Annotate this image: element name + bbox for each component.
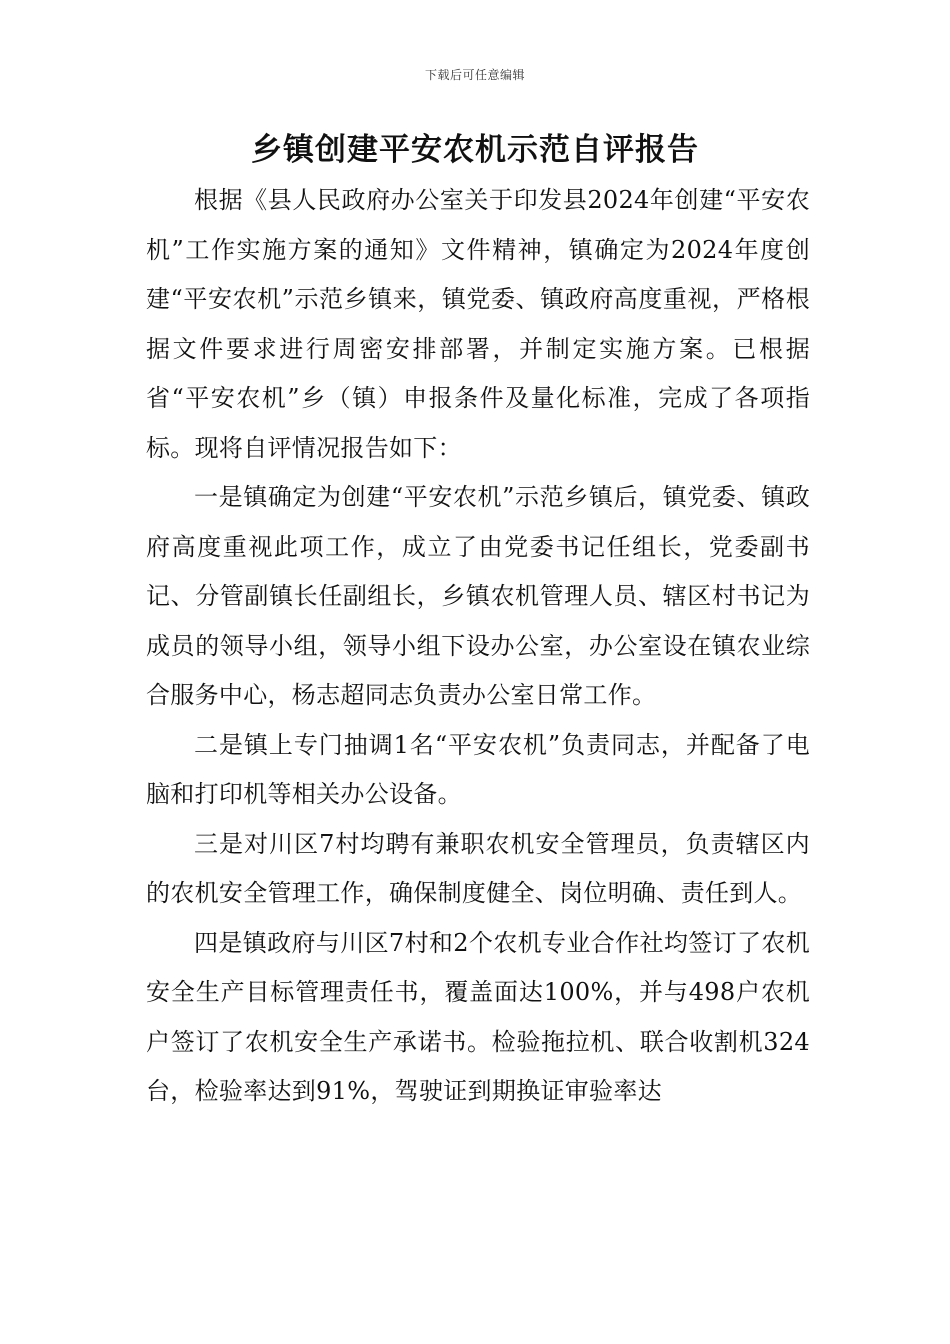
paragraph-item-1: 一是镇确定为创建“平安农机”示范乡镇后，镇党委、镇政府高度重视此项工作，成立了由党委书记任组长，党委副书记、分管副镇长任副组长，乡镇农机管理人员、辖区村书记为成员的领导小组，领导小组下设办公室，办公室设在镇农业综合服务中心，杨志超同志负责办公室日常工作。 [146, 483, 810, 709]
document-title: 乡镇创建平安农机示范自评报告 [251, 132, 699, 168]
paragraph-item-4: 四是镇政府与川区7村和2个农机专业合作社均签订了农机安全生产目标管理责任书，覆盖面达100%，并与498户农机户签订了农机安全生产承诺书。检验拖拉机、联合收割机324台，检验率达到91%，驾驶证到期换证审验率达 [146, 928, 810, 1105]
paragraph-item-2: 二是镇上专门抽调1名“平安农机”负责同志，并配备了电脑和打印机等相关办公设备。 [146, 730, 810, 808]
header-note: 下载后可任意编辑 [424, 68, 525, 82]
paragraph-intro: 根据《县人民政府办公室关于印发县2024年创建“平安农机”工作实施方案的通知》文件精神，镇确定为2024年度创建“平安农机”示范乡镇来，镇党委、镇政府高度重视，严格根据文件要求进行周密安排部署，并制定实施方案。已根据省“平安农机”乡（镇）申报条件及量化标准，完成了各项指标。现将自评情况报告如下： [146, 186, 810, 462]
document-body [146, 176, 810, 1117]
paragraph-item-3: 三是对川区7村均聘有兼职农机安全管理员，负责辖区内的农机安全管理工作，确保制度健全、岗位明确、责任到人。 [146, 829, 810, 907]
